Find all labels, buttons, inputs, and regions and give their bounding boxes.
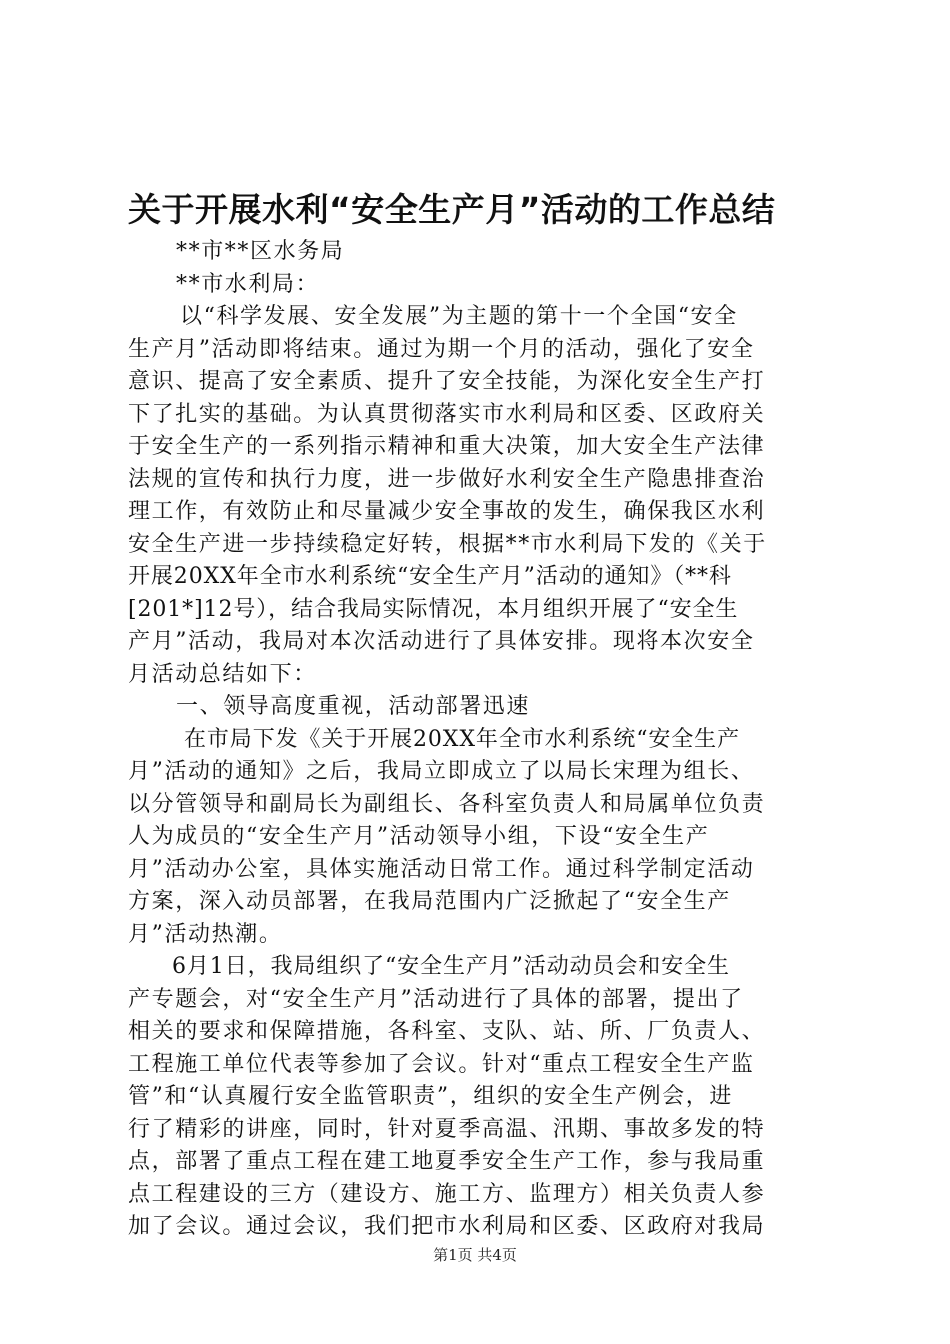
body-line: 一、领导高度重视，活动部署迅速 (176, 694, 531, 719)
body-line: 产专题会，对“安全生产月”活动进行了具体的部署，提出了 (128, 986, 744, 1012)
body-line: **市水利局： (176, 271, 320, 297)
body-line: 工程施工单位代表等参加了会议。针对“重点工程安全生产监 (128, 1051, 755, 1077)
body-line: 意识、提高了安全素质、提升了安全技能，为深化安全生产打 (128, 369, 766, 394)
body-line: 以“科学发展、安全发展”为主题的第十一个全国“安全 (180, 304, 738, 329)
body-line: 点，部署了重点工程在建工地夏季安全生产工作，参与我局重 (128, 1149, 766, 1174)
body-line: 行了精彩的讲座，同时，针对夏季高温、汛期、事故多发的特 (128, 1116, 766, 1142)
document-title: 关于开展水利“安全生产月”活动的工作总结 (128, 190, 776, 229)
body-line: 相关的要求和保障措施，各科室、支队、站、所、厂负责人、 (128, 1019, 766, 1044)
body-line: 管”和“认真履行安全监管职责”，组织的安全生产例会，进 (128, 1084, 733, 1109)
body-line: 月”活动办公室，具体实施活动日常工作。通过科学制定活动 (128, 856, 755, 882)
body-line: 以分管领导和副局长为副组长、各科室负责人和局属单位负责 (128, 791, 766, 817)
body-line: 月”活动的通知》之后，我局立即成立了以局长宋理为组长、 (128, 759, 755, 784)
page-footer: 第1页 共4页 (433, 1246, 517, 1264)
body-line: 产月”活动，我局对本次活动进行了具体安排。现将本次安全 (128, 629, 755, 654)
body-line: 在市局下发《关于开展20XX年全市水利系统“安全生产 (184, 726, 740, 752)
body-line: 安全生产进一步持续稳定好转，根据**市水利局下发的《关于 (128, 531, 767, 557)
body-line: 人为成员的“安全生产月”活动领导小组，下设“安全生产 (128, 824, 710, 849)
body-line: 理工作，有效防止和尽量减少安全事故的发生，确保我区水利 (128, 499, 766, 524)
body-line: 法规的宣传和执行力度，进一步做好水利安全生产隐患排查治 (128, 466, 766, 492)
body-line: 点工程建设的三方（建设方、施工方、监理方）相关负责人参 (128, 1181, 766, 1207)
body-line: 加了会议。通过会议，我们把市水利局和区委、区政府对我局 (128, 1214, 766, 1239)
body-line: 生产月”活动即将结束。通过为期一个月的活动，强化了安全 (128, 336, 755, 362)
body-line: 月”活动热潮。 (128, 921, 283, 947)
body-line: 方案，深入动员部署，在我局范围内广泛掀起了“安全生产 (128, 889, 731, 914)
body-line: 开展20XX年全市水利系统“安全生产月”活动的通知》（**科 (128, 564, 732, 589)
body-line: 6月1日，我局组织了“安全生产月”活动动员会和安全生 (172, 954, 730, 979)
body-line: 下了扎实的基础。为认真贯彻落实市水利局和区委、区政府关 (128, 401, 766, 427)
body-line: [201*]12号），结合我局实际情况，本月组织开展了“安全生 (128, 596, 739, 622)
body-line: 月活动总结如下： (128, 661, 317, 687)
body-line: 于安全生产的一系列指示精神和重大决策，加大安全生产法律 (128, 434, 766, 459)
body-line: **市**区水务局 (176, 239, 345, 264)
document-body (128, 236, 832, 1244)
